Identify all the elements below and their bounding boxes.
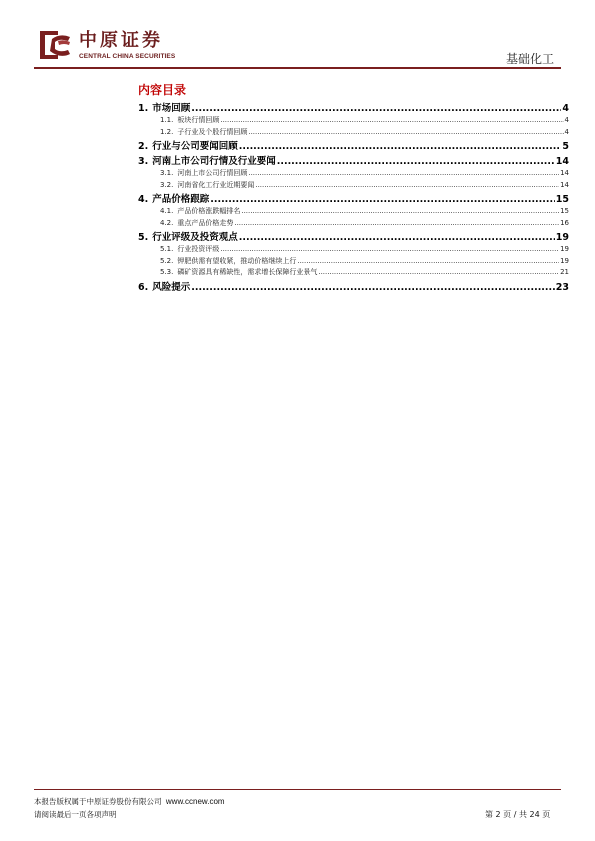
toc-entry[interactable] <box>138 100 569 115</box>
toc-leader-dots <box>239 232 555 243</box>
toc-leader-dots <box>234 219 559 227</box>
report-category: 基础化工 <box>505 52 554 66</box>
toc-entry-number: 4. <box>138 194 149 205</box>
toc-entry[interactable] <box>138 279 569 294</box>
toc-entry-page: 15 <box>560 207 569 215</box>
toc-entry-label: 钾肥供需有望收紧，推动价格继续上行 <box>177 256 297 265</box>
toc-entry-page: 19 <box>560 256 569 265</box>
toc-subentry[interactable] <box>138 127 569 139</box>
toc-entry-page: 15 <box>555 194 569 205</box>
toc-entry-page: 23 <box>555 281 569 293</box>
toc-entry-page: 21 <box>560 268 569 276</box>
toc-entry[interactable] <box>138 138 569 153</box>
toc-entry-number: 5.3. <box>160 268 174 276</box>
toc-entry-label: 河南上市公司行情回顾 <box>177 169 248 177</box>
toc-entry-page: 14 <box>555 156 569 167</box>
toc-entry-label: 河南省化工行业近期要闻 <box>177 180 255 189</box>
toc-entry-number: 5.1. <box>160 245 174 253</box>
toc-entry-page: 14 <box>560 169 569 177</box>
toc-entry-page: 4 <box>564 116 569 124</box>
toc-subentry[interactable] <box>138 244 569 256</box>
disclaimer-text: 请阅读最后一页各项声明 <box>34 810 117 819</box>
toc-leader-dots <box>220 245 559 253</box>
copyright-text: 本报告版权属于中原证券股份有限公司 <box>34 797 162 806</box>
footer-left <box>34 795 225 821</box>
table-of-contents <box>138 80 569 294</box>
toc-entry-page: 5 <box>562 141 569 152</box>
toc-leader-dots <box>220 116 563 124</box>
logo-chinese-name: 中原证券 <box>79 30 163 51</box>
toc-leader-dots <box>277 156 555 167</box>
toc-entry-number: 5. <box>138 232 149 243</box>
toc-entry-number: 1. <box>138 103 149 114</box>
toc-entry-label: 市场回顾 <box>152 103 191 114</box>
toc-subentry[interactable] <box>138 115 569 127</box>
toc-entry-page: 4 <box>564 127 569 136</box>
toc-entry-label: 重点产品价格走势 <box>177 218 234 227</box>
toc-entry-number: 4.1. <box>160 207 174 215</box>
toc-subentry[interactable] <box>138 206 569 218</box>
toc-leader-dots <box>297 257 559 265</box>
toc-entry-number: 4.2. <box>160 218 174 227</box>
toc-leader-dots <box>248 169 559 177</box>
toc-entry-label: 磷矿资源具有稀缺性，需求增长保障行业景气 <box>177 268 318 276</box>
toc-entry-label: 产品价格跟踪 <box>152 194 210 205</box>
footer-divider <box>34 789 561 790</box>
toc-entry[interactable] <box>138 153 569 168</box>
toc-leader-dots <box>255 181 559 189</box>
toc-entry-label: 板块行情回顾 <box>177 116 220 124</box>
toc-subentry[interactable] <box>138 168 569 180</box>
toc-subentry[interactable] <box>138 180 569 192</box>
toc-subentry[interactable] <box>138 218 569 230</box>
website-link[interactable]: www.ccnew.com <box>165 797 225 806</box>
toc-leader-dots <box>191 103 561 114</box>
toc-entry-label: 河南上市公司行情及行业要闻 <box>152 156 276 167</box>
page-number: 第 2 页 / 共 24 页 <box>485 810 551 819</box>
toc-entry-number: 1.1. <box>160 116 174 124</box>
toc-entry-label: 行业投资评级 <box>177 245 220 253</box>
toc-entry-number: 5.2. <box>160 256 174 265</box>
toc-entry-number: 3.2. <box>160 180 174 189</box>
toc-leader-dots <box>191 282 555 293</box>
toc-entry-number: 1.2. <box>160 127 174 136</box>
toc-entry-page: 14 <box>560 180 569 189</box>
toc-subentry[interactable] <box>138 256 569 268</box>
toc-entry-page: 19 <box>560 245 569 253</box>
page-header <box>0 0 595 70</box>
toc-entry-page: 16 <box>560 218 569 227</box>
toc-entry-label: 风险提示 <box>152 281 191 293</box>
toc-entry-label: 子行业及个股行情回顾 <box>177 127 248 136</box>
toc-entry-number: 3.1. <box>160 169 174 177</box>
toc-subentry[interactable] <box>138 267 569 279</box>
header-divider <box>34 67 561 69</box>
toc-entry-number: 3. <box>138 156 149 167</box>
toc-entry[interactable] <box>138 191 569 206</box>
toc-list <box>138 100 569 294</box>
footer-copyright-line <box>34 795 225 808</box>
toc-leader-dots <box>210 194 555 205</box>
toc-title: 内容目录 <box>138 83 187 97</box>
toc-entry-page: 19 <box>555 232 569 243</box>
logo-english-name: CENTRAL CHINA SECURITIES <box>79 53 176 60</box>
toc-entry[interactable] <box>138 229 569 244</box>
toc-entry-number: 6. <box>138 281 149 293</box>
toc-leader-dots <box>248 128 563 136</box>
toc-leader-dots <box>241 207 559 215</box>
toc-entry-number: 2. <box>138 141 149 152</box>
toc-entry-label: 行业与公司要闻回顾 <box>152 141 238 152</box>
toc-leader-dots <box>318 268 559 276</box>
toc-entry-label: 产品价格涨跌幅排名 <box>177 207 241 215</box>
toc-entry-label: 行业评级及投资观点 <box>152 232 238 243</box>
company-logo-icon <box>38 29 72 61</box>
toc-entry-page: 4 <box>562 103 569 114</box>
toc-leader-dots <box>239 141 562 152</box>
